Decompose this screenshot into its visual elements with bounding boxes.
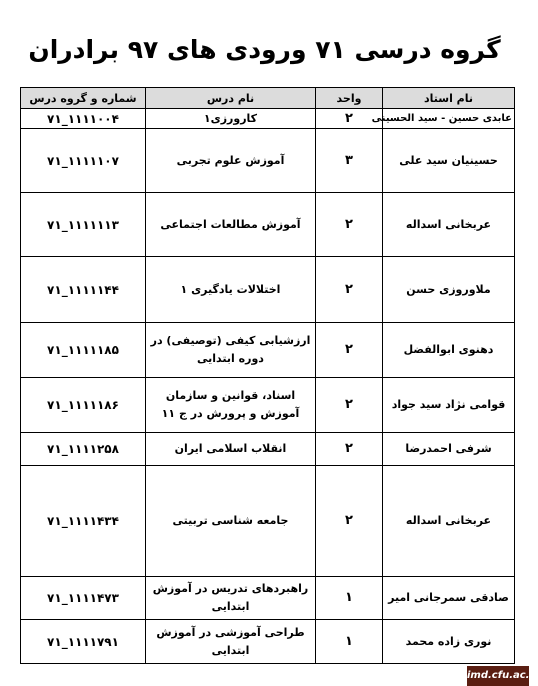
code-cell: ۱۱۱۱۲۵۸_۷۱ bbox=[21, 433, 146, 466]
teacher-cell: دهنوی ابوالفضل bbox=[383, 323, 515, 378]
course-cell: انقلاب اسلامی ایران bbox=[146, 433, 316, 466]
course-cell: آموزش علوم تجربی bbox=[146, 129, 316, 193]
course-cell: طراحی آموزشی در آموزش ابتدایی bbox=[146, 620, 316, 664]
unit-cell: ۲ bbox=[316, 466, 383, 577]
teacher-cell: صادقی سمرجانی امیر bbox=[383, 577, 515, 620]
unit-cell: ۱ bbox=[316, 620, 383, 664]
code-cell: ۱۱۱۱۱۰۷_۷۱ bbox=[21, 129, 146, 193]
code-cell: ۱۱۱۱۱۴۴_۷۱ bbox=[21, 257, 146, 323]
code-cell: ۱۱۱۱۰۰۴_۷۱ bbox=[21, 109, 146, 129]
course-cell: کارورزی۱ bbox=[146, 109, 316, 129]
unit-cell: ۲ bbox=[316, 109, 383, 129]
course-cell: آموزش مطالعات اجتماعی bbox=[146, 193, 316, 257]
table-row bbox=[21, 577, 515, 620]
unit-cell: ۱ bbox=[316, 577, 383, 620]
teacher-cell: عربخانی اسداله bbox=[383, 466, 515, 577]
table-row bbox=[21, 129, 515, 193]
teacher-cell: قوامی نژاد سید جواد bbox=[383, 378, 515, 433]
unit-cell: ۲ bbox=[316, 378, 383, 433]
teacher-cell: عابدی حسین - سید الحسینی bbox=[383, 109, 515, 129]
code-cell: ۱۱۱۱۴۷۳_۷۱ bbox=[21, 577, 146, 620]
table-row bbox=[21, 433, 515, 466]
header-teacher: نام استاد bbox=[383, 88, 515, 109]
site-watermark: imd.cfu.ac.ir bbox=[467, 666, 529, 686]
code-cell: ۱۱۱۱۱۱۳_۷۱ bbox=[21, 193, 146, 257]
teacher-cell: حسینیان سید علی bbox=[383, 129, 515, 193]
course-cell: جامعه شناسی تربیتی bbox=[146, 466, 316, 577]
teacher-cell: ملاوروزی حسن bbox=[383, 257, 515, 323]
table-row bbox=[21, 466, 515, 577]
course-cell: اسناد، قوانین و سازمان آموزش و پرورش در ج ۱۱ bbox=[146, 378, 316, 433]
table-header-row bbox=[21, 88, 515, 109]
teacher-cell: عربخانی اسداله bbox=[383, 193, 515, 257]
unit-cell: ۲ bbox=[316, 193, 383, 257]
table-row bbox=[21, 193, 515, 257]
header-unit: واحد bbox=[316, 88, 383, 109]
teacher-cell: نوری زاده محمد bbox=[383, 620, 515, 664]
course-cell: راهبردهای تدریس در آموزش ابتدایی bbox=[146, 577, 316, 620]
course-cell: اختلالات یادگیری ۱ bbox=[146, 257, 316, 323]
header-code: شماره و گروه درس bbox=[21, 88, 146, 109]
table-row bbox=[21, 620, 515, 664]
code-cell: ۱۱۱۱۱۸۵_۷۱ bbox=[21, 323, 146, 378]
table-row bbox=[21, 323, 515, 378]
course-cell: ارزشیابی کیفی (توصیفی) در دوره ابتدایی bbox=[146, 323, 316, 378]
table-row bbox=[21, 109, 515, 129]
unit-cell: ۲ bbox=[316, 433, 383, 466]
teacher-cell: شرفی احمدرضا bbox=[383, 433, 515, 466]
code-cell: ۱۱۱۱۷۹۱_۷۱ bbox=[21, 620, 146, 664]
page-title: گروه درسی ۷۱ ورودی های ۹۷ برادران bbox=[28, 35, 501, 64]
unit-cell: ۳ bbox=[316, 129, 383, 193]
code-cell: ۱۱۱۱۱۸۶_۷۱ bbox=[21, 378, 146, 433]
unit-cell: ۲ bbox=[316, 323, 383, 378]
unit-cell: ۲ bbox=[316, 257, 383, 323]
course-table bbox=[20, 87, 515, 664]
table-row bbox=[21, 378, 515, 433]
header-course: نام درس bbox=[146, 88, 316, 109]
code-cell: ۱۱۱۱۴۳۴_۷۱ bbox=[21, 466, 146, 577]
table-row bbox=[21, 257, 515, 323]
